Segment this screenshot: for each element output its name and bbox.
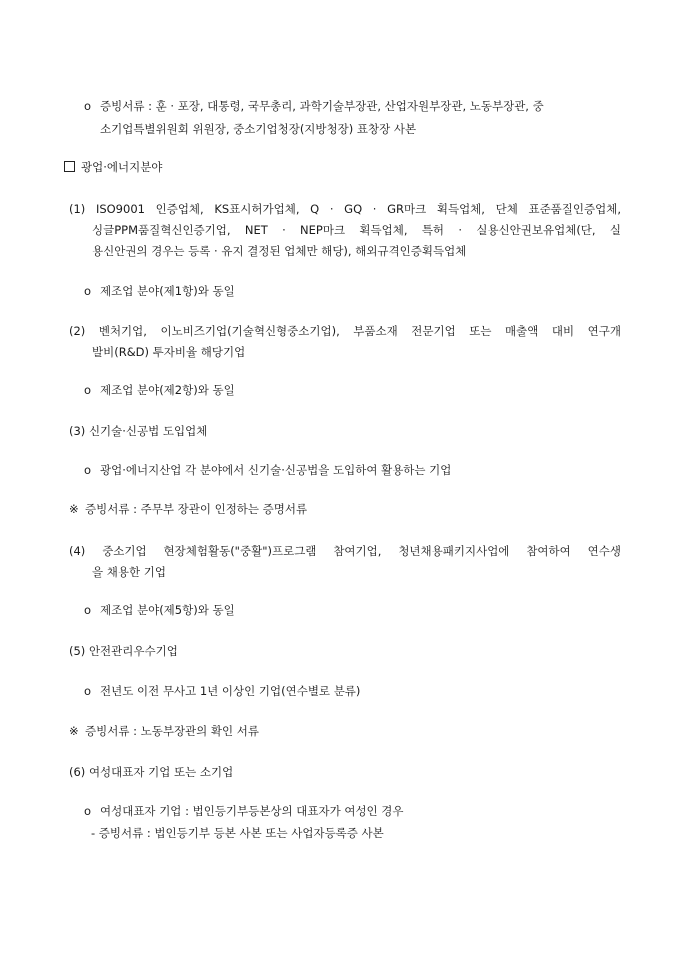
item-1-text-b: 싱글PPM품질혁신인증기업, NET · NEP마크 획득업체, 특허 · 실용신안권보유업체(단, 실 [92, 223, 621, 237]
circle-bullet-icon: o [84, 804, 92, 818]
circle-bullet-icon: o [84, 684, 92, 698]
reference-mark-icon: ※ [69, 724, 79, 738]
item-1-sub-text: 제조업 분야(제1항)와 동일 [100, 284, 235, 298]
circle-bullet-icon: o [84, 383, 92, 397]
item-4-line-b [92, 564, 166, 580]
item-5-sub [84, 683, 360, 699]
evidence-text-2: 소기업특별위원회 위원장, 중소기업청장(지방청장) 표창장 사본 [100, 122, 417, 136]
circle-bullet-icon: o [84, 603, 92, 617]
checkbox-square-icon [64, 161, 75, 172]
item-2-line-b [92, 344, 245, 360]
item-6-detail-text: - 증빙서류 : 법인등기부 등본 사본 또는 사업자등록증 사본 [91, 826, 384, 840]
item-1-text-a: (1) ISO9001 인증업체, KS표시허가업체, Q · GQ · GR마크 획득업체, 단체 표준품질인증업체, [69, 202, 621, 216]
item-5-line [69, 643, 178, 659]
item-2-sub-text: 제조업 분야(제2항)와 동일 [100, 383, 235, 397]
item-3-sub [84, 462, 451, 478]
evidence-line-2 [100, 121, 416, 137]
item-3-sub-text: 광업·에너지산업 각 분야에서 신기술·신공법을 도입하여 활용하는 기업 [100, 463, 452, 477]
item-1-line-b [92, 222, 621, 238]
item-3-line [69, 423, 207, 439]
item-2-sub [84, 382, 235, 398]
item-5-sub-text: 전년도 이전 무사고 1년 이상인 기업(연수별로 분류) [100, 684, 361, 698]
item-5-note-text: 증빙서류 : 노동부장관의 확인 서류 [85, 724, 260, 738]
item-4-text-a: (4) 중소기업 현장체험활동("중활")프로그램 참여기업, 청년채용패키지사업에 참여하여 연수생 [69, 544, 621, 558]
item-6-text: (6) 여성대표자 기업 또는 소기업 [69, 765, 234, 779]
item-1-line-a [69, 201, 621, 217]
item-6-line [69, 764, 233, 780]
item-5-note [69, 723, 259, 739]
item-4-line-a [69, 543, 621, 559]
item-4-sub [84, 602, 235, 618]
item-6-sub [84, 803, 404, 819]
item-6-detail [91, 825, 384, 841]
item-3-text: (3) 신기술·신공법 도입업체 [69, 424, 208, 438]
evidence-text-1: 증빙서류 : 훈 · 포장, 대통령, 국무총리, 과학기술부장관, 산업자원부장관, 노동부장관, 중 [100, 99, 544, 113]
item-2-line-a [69, 323, 621, 339]
item-1-text-c: 용신안권의 경우는 등록 · 유지 결정된 업체만 해당), 해외규격인증획득업체 [92, 244, 467, 258]
circle-bullet-icon: o [84, 284, 92, 298]
item-4-sub-text: 제조업 분야(제5항)와 동일 [100, 603, 235, 617]
item-3-note-text: 증빙서류 : 주무부 장관이 인정하는 증명서류 [85, 502, 308, 516]
item-4-text-b: 을 채용한 기업 [92, 565, 166, 579]
item-2-text-b: 발비(R&D) 투자비율 해당기업 [92, 345, 246, 359]
circle-bullet-icon: o [84, 463, 92, 477]
evidence-line-1 [84, 98, 544, 114]
item-1-line-c [92, 243, 466, 259]
circle-bullet-icon: o [84, 99, 92, 113]
section-heading-mining [64, 159, 162, 175]
item-6-sub-text: 여성대표자 기업 : 법인등기부등본상의 대표자가 여성인 경우 [100, 804, 404, 818]
item-1-sub [84, 283, 235, 299]
item-5-text: (5) 안전관리우수기업 [69, 644, 178, 658]
item-3-note [69, 501, 307, 517]
item-2-text-a: (2) 벤처기업, 이노비즈기업(기술혁신형중소기업), 부품소재 전문기업 또는 매출액 대비 연구개 [69, 324, 621, 338]
section-heading-text: 광업·에너지분야 [81, 160, 163, 174]
reference-mark-icon: ※ [69, 502, 79, 516]
